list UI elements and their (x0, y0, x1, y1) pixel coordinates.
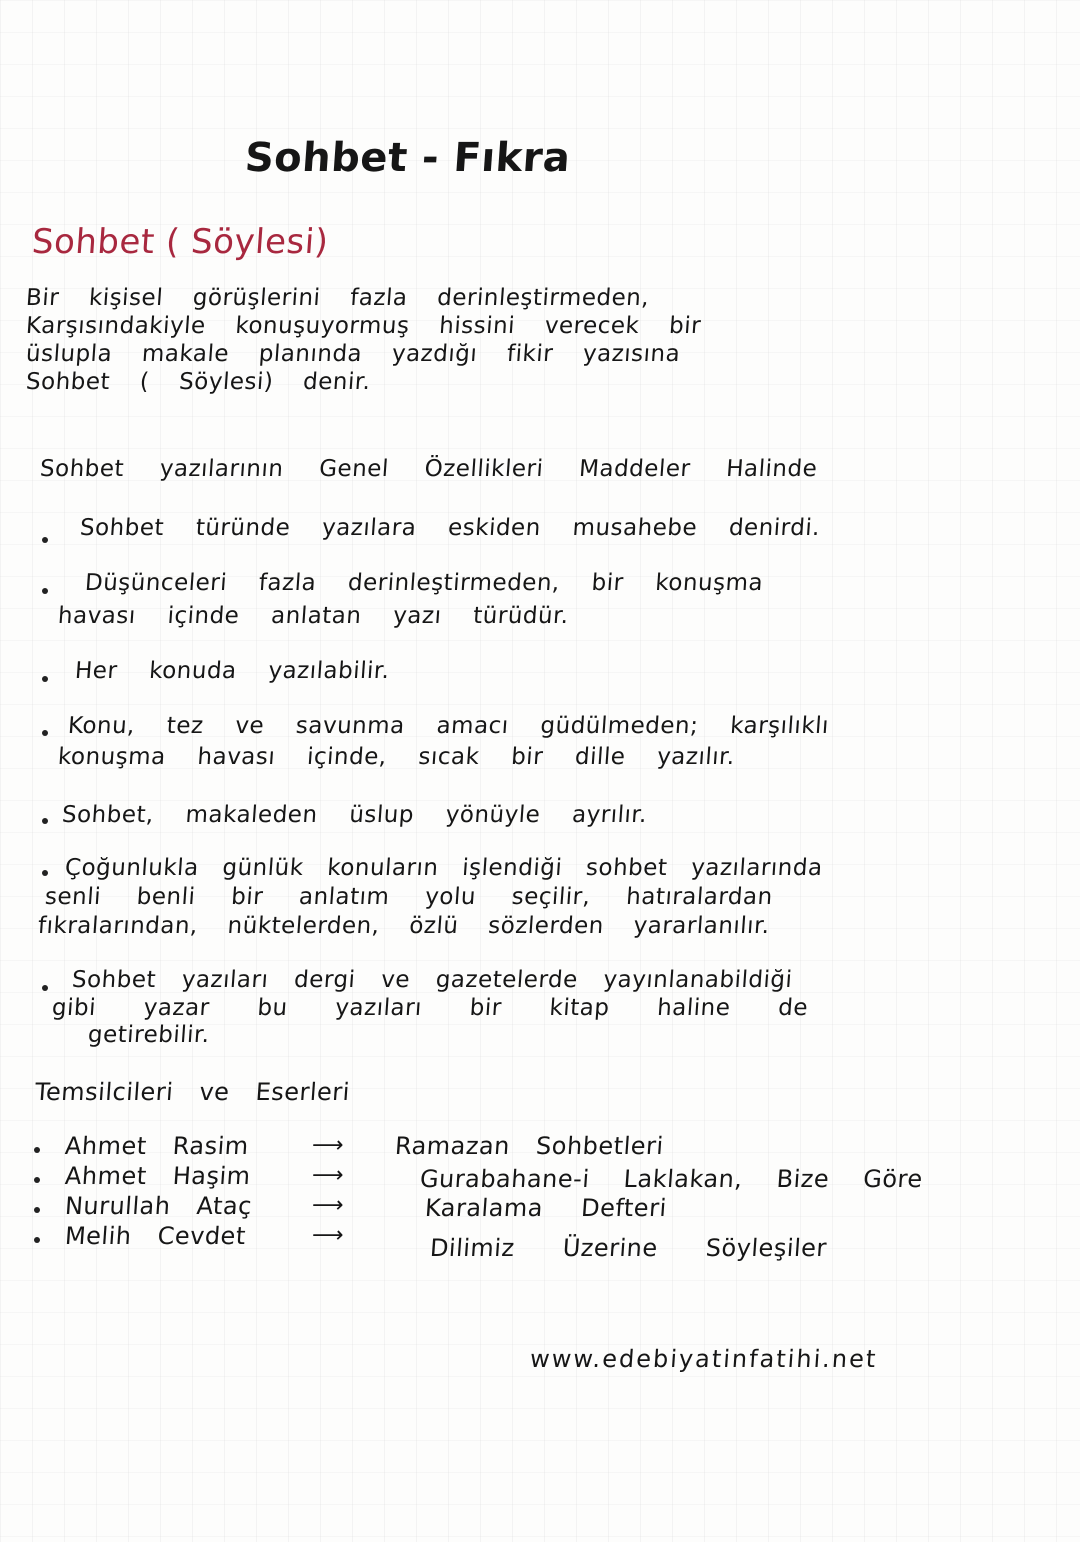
bullet-icon (42, 985, 48, 991)
bullet-text: Her konuda yazılabilir. (74, 658, 391, 684)
bullet-text: gibi yazar bu yazıları bir kitap haline de (51, 995, 809, 1021)
bullet-text: fıkralarından, nüktelerden, özlü sözlerden yararlanılır. (37, 913, 771, 939)
bullet-icon (34, 1237, 40, 1243)
page-title: Sohbet - Fıkra (243, 135, 573, 181)
author-name: Nurullah Ataç (64, 1192, 253, 1220)
bullet-icon (42, 730, 48, 736)
definition-line: üslupla makale planında yazdığı fikir yazısına (25, 341, 682, 367)
bullet-text: Konu, tez ve savunma amacı güdülmeden; karşılıklı (67, 713, 830, 739)
author-name: Ahmet Haşim (64, 1162, 252, 1190)
arrow-icon: ⟶ (311, 1163, 345, 1188)
bullet-icon (42, 818, 48, 824)
bullet-text: Sohbet türünde yazılara eskiden musahebe denirdi. (79, 515, 821, 541)
section-title: Sohbet ( Söylesi) (30, 222, 330, 262)
arrow-icon: ⟶ (311, 1193, 345, 1218)
representatives-heading: Temsilcileri ve Eserleri (34, 1078, 351, 1106)
bullet-icon (34, 1147, 40, 1153)
definition-line: Karşısındakiyle konuşuyormuş hissini verecek bir (25, 313, 703, 339)
author-name: Melih Cevdet (64, 1222, 247, 1250)
work-title: Dilimiz Üzerine Söyleşiler (429, 1234, 828, 1262)
bullet-text: havası içinde anlatan yazı türüdür. (57, 603, 570, 629)
definition-line: Sohbet ( Söylesi) denir. (25, 369, 372, 395)
bullet-icon (42, 537, 48, 543)
arrow-icon: ⟶ (311, 1133, 345, 1158)
work-title: Ramazan Sohbetleri (394, 1132, 665, 1160)
bullet-text: senli benli bir anlatım yolu seçilir, hatıralardan (44, 884, 774, 910)
bullet-icon (34, 1207, 40, 1213)
bullet-text: Sohbet, makaleden üslup yönüyle ayrılır. (61, 802, 648, 828)
bullet-icon (34, 1177, 40, 1183)
arrow-icon: ⟶ (311, 1223, 345, 1248)
work-title: Karalama Defteri (424, 1194, 668, 1222)
bullet-icon (42, 870, 48, 876)
author-name: Ahmet Rasim (64, 1132, 250, 1160)
features-heading: Sohbet yazılarının Genel Özellikleri Maddeler Halinde (39, 456, 819, 482)
bullet-text: Sohbet yazıları dergi ve gazetelerde yayınlanabildiği (71, 967, 794, 993)
footer-url: www.edebiyatinfatihi.net (529, 1345, 879, 1373)
bullet-text: Düşünceleri fazla derinleştirmeden, bir konuşma (84, 570, 765, 596)
bullet-icon (42, 588, 48, 594)
bullet-text: getirebilir. (87, 1022, 211, 1048)
bullet-icon (42, 676, 48, 682)
work-title: Gurabahane-i Laklakan, Bize Göre (419, 1165, 924, 1193)
definition-line: Bir kişisel görüşlerini fazla derinleştirmeden, (25, 285, 651, 311)
bullet-text: konuşma havası içinde, sıcak bir dille yazılır. (57, 744, 736, 770)
bullet-text: Çoğunlukla günlük konuların işlendiği sohbet yazılarında (64, 855, 824, 881)
